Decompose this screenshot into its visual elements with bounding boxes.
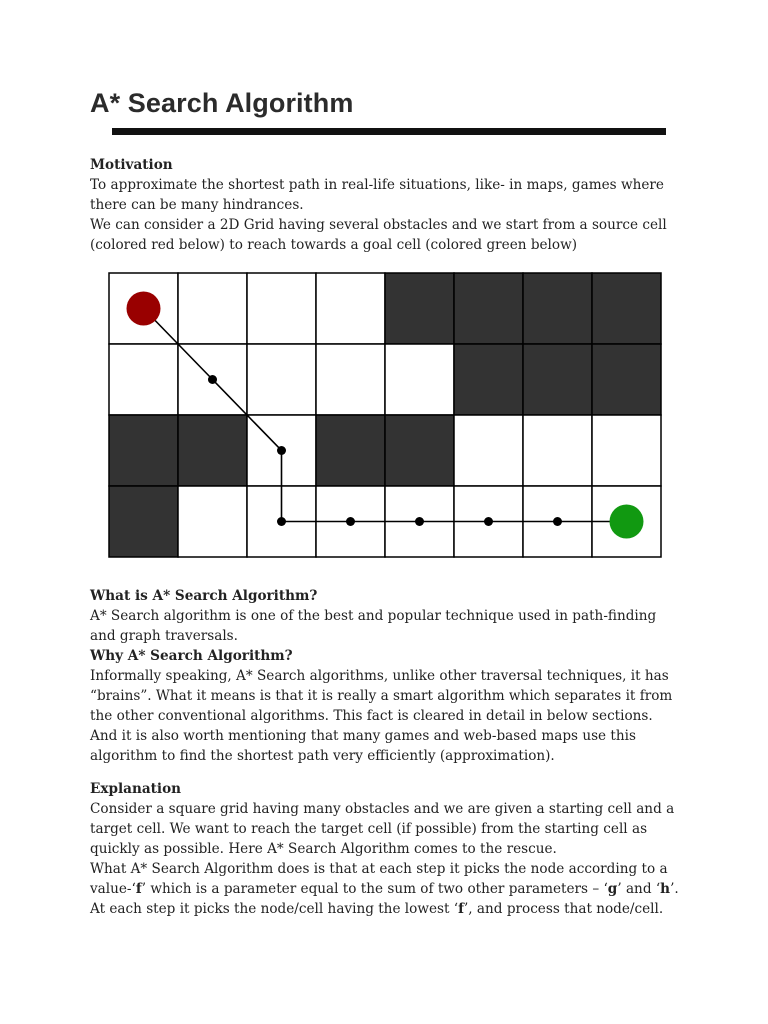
obstacle-cell xyxy=(454,273,523,344)
empty-cell xyxy=(592,415,661,486)
obstacle-cell xyxy=(385,415,454,486)
explanation-line-f-g-h xyxy=(90,879,680,899)
param-g: g xyxy=(607,881,618,897)
param-f: f xyxy=(135,881,142,897)
empty-cell xyxy=(316,344,385,415)
obstacle-cell xyxy=(109,486,178,557)
motivation-line: (colored red below) to reach towards a goal cell (colored green below) xyxy=(90,237,578,253)
explanation-line: target cell. We want to reach the target cell (if possible) from the starting cell as xyxy=(90,821,648,837)
what-line: and graph traversals. xyxy=(90,628,238,644)
obstacle-cell xyxy=(523,273,592,344)
motivation-line: there can be many hindrances. xyxy=(90,197,304,213)
text-run: ’, and process that node/cell. xyxy=(463,901,664,917)
empty-cell xyxy=(523,415,592,486)
what-heading: What is A* Search Algorithm? xyxy=(90,588,318,604)
what-section xyxy=(90,586,680,766)
text-run: ’. xyxy=(670,881,679,897)
param-h: h xyxy=(660,881,671,897)
explanation-heading: Explanation xyxy=(90,781,182,797)
empty-cell xyxy=(109,344,178,415)
grid-svg xyxy=(108,272,662,558)
obstacle-cell xyxy=(592,273,661,344)
param-f: f xyxy=(458,901,464,917)
obstacle-cell xyxy=(454,344,523,415)
why-line: “brains”. What it means is that it is really a smart algorithm which separates it from xyxy=(90,688,673,704)
obstacle-cell xyxy=(109,415,178,486)
why-line: algorithm to find the shortest path very efficiently (approximation). xyxy=(90,748,555,764)
what-line: A* Search algorithm is one of the best and popular technique used in path-finding xyxy=(90,608,657,624)
empty-cell xyxy=(316,273,385,344)
empty-cell xyxy=(247,273,316,344)
obstacle-cell xyxy=(316,415,385,486)
source-cell-marker xyxy=(127,292,161,326)
explanation-section xyxy=(90,779,680,919)
empty-cell xyxy=(454,415,523,486)
obstacle-cell xyxy=(523,344,592,415)
empty-cell xyxy=(178,486,247,557)
text-run: ’ and ‘ xyxy=(617,881,661,897)
path-node xyxy=(277,446,286,455)
motivation-line: To approximate the shortest path in real-life situations, like- in maps, games where xyxy=(90,177,664,193)
empty-cell xyxy=(385,344,454,415)
path-node xyxy=(484,517,493,526)
page-title: A* Search Algorithm xyxy=(90,88,354,118)
grid-diagram xyxy=(108,272,662,558)
why-line: Informally speaking, A* Search algorithms, unlike other traversal techniques, it has xyxy=(90,668,669,684)
path-node xyxy=(277,517,286,526)
path-node xyxy=(415,517,424,526)
why-line: the other conventional algorithms. This fact is cleared in detail in below sections. xyxy=(90,708,653,724)
why-heading: Why A* Search Algorithm? xyxy=(90,648,293,664)
obstacle-cell xyxy=(178,415,247,486)
path-node xyxy=(208,375,217,384)
path-node xyxy=(346,517,355,526)
empty-cell xyxy=(178,273,247,344)
explanation-line: Consider a square grid having many obstacles and we are given a starting cell and a xyxy=(90,801,675,817)
motivation-section xyxy=(90,155,680,255)
motivation-line: We can consider a 2D Grid having several obstacles and we start from a source cell xyxy=(90,217,667,233)
goal-cell-marker xyxy=(610,505,644,539)
why-line: And it is also worth mentioning that many games and web-based maps use this xyxy=(90,728,636,744)
text-run: At each step it picks the node/cell having the lowest ‘ xyxy=(90,901,459,917)
path-node xyxy=(553,517,562,526)
title-underline xyxy=(112,128,666,135)
motivation-heading: Motivation xyxy=(90,157,173,173)
explanation-line-lowest-f xyxy=(90,899,680,919)
explanation-line: quickly as possible. Here A* Search Algorithm comes to the rescue. xyxy=(90,841,557,857)
text-run: ’ which is a parameter equal to the sum of two other parameters – ‘ xyxy=(141,881,608,897)
obstacle-cell xyxy=(385,273,454,344)
obstacle-cell xyxy=(592,344,661,415)
empty-cell xyxy=(247,344,316,415)
explanation-line: What A* Search Algorithm does is that at each step it picks the node according to a xyxy=(90,861,668,877)
text-run: value-‘ xyxy=(90,881,136,897)
